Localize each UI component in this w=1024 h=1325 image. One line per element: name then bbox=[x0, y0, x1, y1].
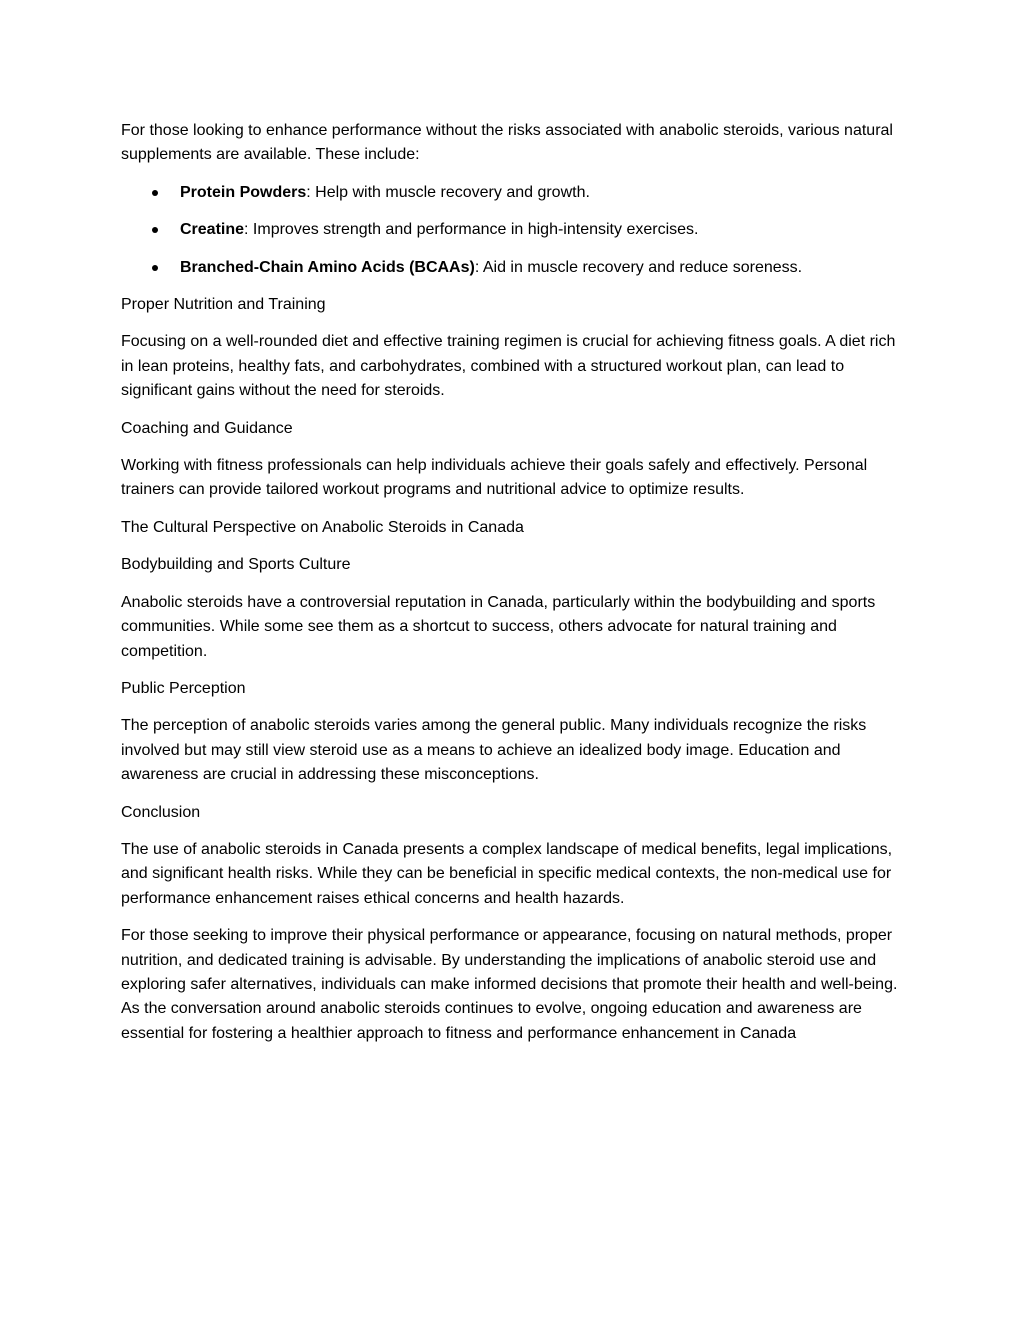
conclusion-paragraph-2: For those seeking to improve their physical performance or appearance, focusing on natural methods, proper nutrition, and dedicated training is advisable. By understanding the implications of anabolic steroid use and exploring safer alternatives, individuals can make informed decisions that promote their health and well-being. As the conversation around anabolic steroids continues to evolve, ongoing education and awareness are essential for fostering a healthier approach to fitness and performance enhancement in Canada bbox=[121, 927, 898, 1042]
supplement-description: : Aid in muscle recovery and reduce soreness. bbox=[474, 258, 803, 276]
bullet-icon bbox=[152, 265, 158, 271]
supplement-term: Protein Powders bbox=[180, 183, 307, 201]
perception-paragraph: The perception of anabolic steroids varies among the general public. Many individuals recognize the risks involved but may still view steroid use as a means to achieve an idealized body image. Education and awareness are crucial in addressing these misconceptions. bbox=[121, 717, 867, 784]
nutrition-paragraph: Focusing on a well-rounded diet and effective training regimen is crucial for achieving fitness goals. A diet rich in lean proteins, healthy fats, and carbohydrates, combined with a structured workout plan, can lead to significant gains without the need for steroids. bbox=[121, 333, 896, 400]
bodybuilding-paragraph: Anabolic steroids have a controversial reputation in Canada, particularly within the bodybuilding and sports communities. While some see them as a shortcut to success, others advocate for natural training and competition. bbox=[121, 593, 876, 660]
list-item bbox=[121, 218, 911, 242]
list-item bbox=[121, 256, 911, 280]
section-heading-cultural: The Cultural Perspective on Anabolic Steroids in Canada bbox=[121, 518, 524, 536]
section-heading-perception: Public Perception bbox=[121, 679, 246, 697]
supplement-description: : Help with muscle recovery and growth. bbox=[306, 183, 590, 201]
section-heading-conclusion: Conclusion bbox=[121, 803, 201, 821]
list-item bbox=[121, 181, 911, 205]
supplement-list bbox=[121, 181, 911, 280]
coaching-paragraph: Working with fitness professionals can help individuals achieve their goals safely and effectively. Personal trainers can provide tailored workout programs and nutritional advice to optimize results. bbox=[121, 457, 868, 499]
section-heading-coaching: Coaching and Guidance bbox=[121, 419, 293, 437]
bullet-icon bbox=[152, 227, 158, 233]
intro-paragraph: For those looking to enhance performance without the risks associated with anabolic steroids, various natural supplements are available. These include: bbox=[121, 122, 893, 164]
conclusion-paragraph-1: The use of anabolic steroids in Canada presents a complex landscape of medical benefits, legal implications, and significant health risks. While they can be beneficial in specific medical contexts, the non-medical use for performance enhancement raises ethical concerns and health hazards. bbox=[121, 840, 893, 907]
bullet-icon bbox=[152, 190, 158, 196]
section-heading-nutrition: Proper Nutrition and Training bbox=[121, 296, 326, 314]
document-page bbox=[121, 119, 911, 1059]
section-heading-bodybuilding: Bodybuilding and Sports Culture bbox=[121, 556, 351, 574]
supplement-term: Creatine bbox=[180, 221, 245, 239]
supplement-description: : Improves strength and performance in high-intensity exercises. bbox=[244, 221, 699, 239]
supplement-term: Branched-Chain Amino Acids (BCAAs) bbox=[180, 258, 475, 276]
